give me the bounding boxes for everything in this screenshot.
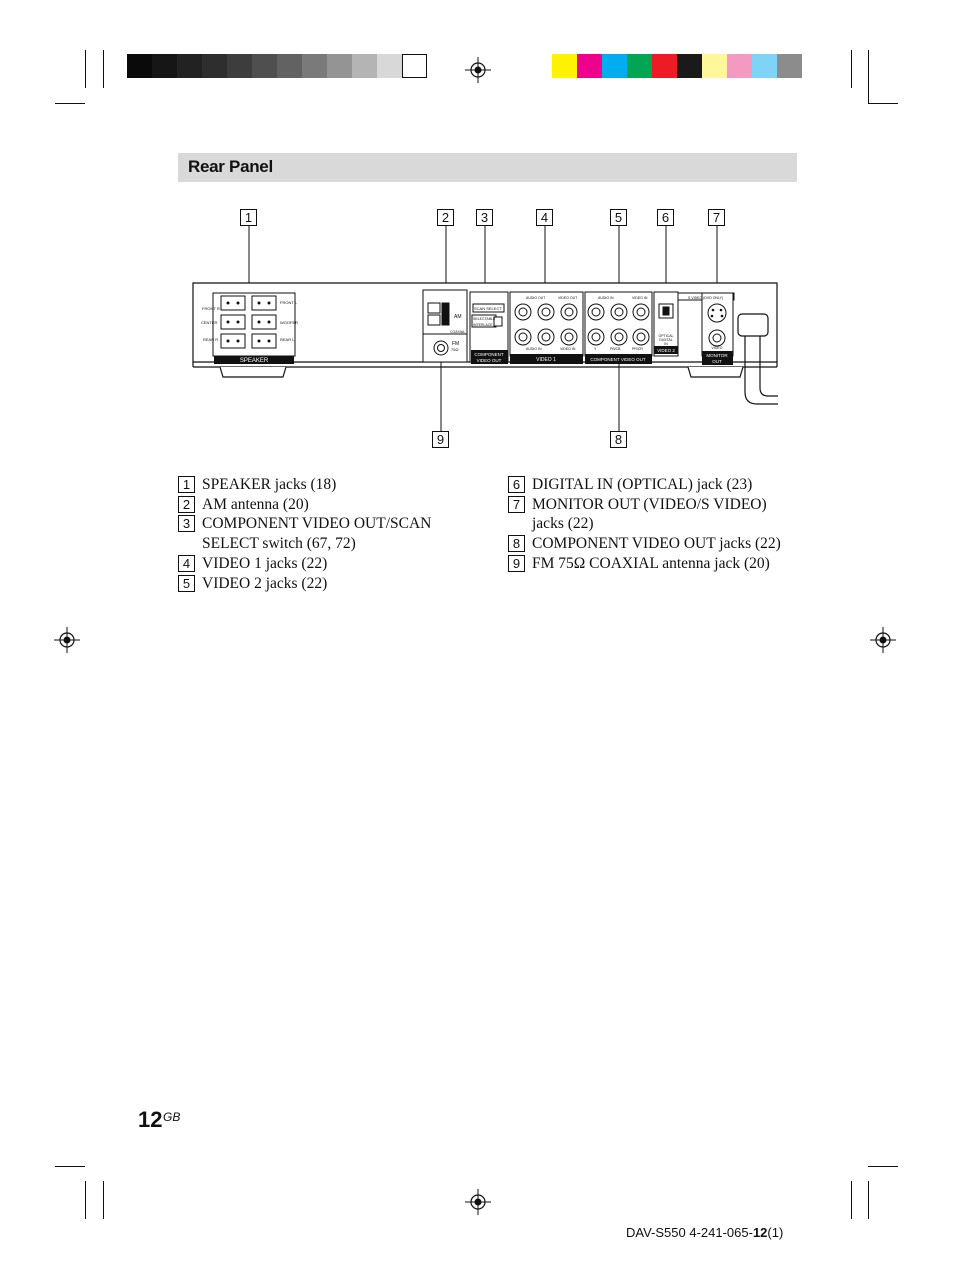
- interlace-label: INTERLACE: [473, 323, 493, 327]
- video-in-label: VIDEO IN: [560, 347, 576, 351]
- fm-ohm-label: 75Ω: [451, 347, 459, 352]
- legend-text: SELECT switch (67, 72): [202, 535, 356, 553]
- legend-item: [508, 495, 808, 515]
- crop-mark: [868, 1181, 869, 1219]
- callout-4: 4: [536, 209, 553, 226]
- legend-text: COMPONENT VIDEO OUT/SCAN: [202, 515, 432, 533]
- legend-text: SPEAKER jacks (18): [202, 476, 337, 493]
- page-number: 12: [138, 1107, 163, 1132]
- legend-item: [178, 514, 498, 534]
- center-label: CENTER: [201, 320, 218, 325]
- document-code-prefix: DAV-S550 4-241-065-: [626, 1225, 753, 1240]
- monitor-label: MONITOR: [706, 353, 728, 358]
- fm-label: FM: [452, 341, 460, 347]
- callout-8: 8: [610, 431, 627, 448]
- selectable-label: SELECTABLE: [473, 317, 496, 321]
- crop-mark: [851, 1181, 852, 1219]
- callout-2: 2: [437, 209, 454, 226]
- legend-num: 8: [508, 535, 525, 552]
- audio-in-label: AUDIO IN: [526, 347, 542, 351]
- legend-num: 2: [178, 496, 195, 513]
- legend-text: jacks (22): [532, 515, 594, 533]
- legend-item: [178, 534, 498, 554]
- crop-mark: [85, 1181, 86, 1219]
- digital-label: DIGITAL: [659, 338, 673, 342]
- optical-label: OPTICAL: [658, 334, 674, 338]
- legend-num: 6: [508, 476, 525, 493]
- video-out-label: VIDEO OUT: [558, 296, 578, 300]
- audio-out-label: AUDIO OUT: [526, 296, 546, 300]
- rear-panel-diagram: [0, 0, 954, 480]
- coaxial-label: COAXIAL: [450, 330, 466, 334]
- legend-text: DIGITAL IN (OPTICAL) jack (23): [532, 476, 753, 493]
- out-label: OUT: [712, 359, 722, 364]
- component-label-2: VIDEO OUT: [476, 358, 502, 363]
- callout-6: 6: [657, 209, 674, 226]
- pb-label: PB/CB: [610, 347, 621, 351]
- video1-label: VIDEO 1: [536, 357, 556, 363]
- legend-item: [178, 495, 498, 515]
- legend-item: [508, 475, 808, 495]
- document-code-suffix: (1): [767, 1225, 784, 1240]
- video-label: VIDEO: [711, 346, 723, 350]
- legend-item: [178, 554, 498, 574]
- video2-label: VIDEO 2: [657, 348, 675, 353]
- pr-label: PR/CR: [632, 347, 643, 351]
- rear-r-label: REAR R: [203, 337, 219, 342]
- crop-mark: [55, 1166, 85, 1167]
- callout-7: 7: [708, 209, 725, 226]
- registration-mark-icon: [870, 627, 896, 653]
- legend-text: MONITOR OUT (VIDEO/S VIDEO): [532, 495, 767, 513]
- legend-item: [508, 554, 808, 574]
- speaker-label: SPEAKER: [239, 358, 269, 364]
- legend-text: FM 75Ω COAXIAL antenna jack (20): [532, 554, 770, 572]
- legend-text: VIDEO 2 jacks (22): [202, 574, 328, 592]
- crop-mark: [103, 1181, 104, 1219]
- legend-num: 1: [178, 476, 195, 493]
- in-label: IN: [664, 342, 668, 346]
- legend-num: 3: [178, 515, 195, 532]
- am-label: AM: [454, 314, 462, 320]
- callout-5: 5: [610, 209, 627, 226]
- legend-num: 4: [178, 555, 195, 572]
- s-video-label: S VIDEO (DVD ONLY): [688, 296, 724, 300]
- front-l-label: FRONT L: [280, 300, 298, 305]
- crop-mark: [868, 1166, 898, 1167]
- video-in-2-label: VIDEO IN: [632, 296, 648, 300]
- legend-item: [178, 574, 498, 594]
- legend-right: [508, 475, 808, 574]
- callout-9: 9: [432, 431, 449, 448]
- registration-mark-icon: [54, 627, 80, 653]
- y-label: Y: [594, 347, 597, 351]
- front-r-label: FRONT R: [202, 306, 220, 311]
- callout-1: 1: [240, 209, 257, 226]
- component-video-out-label: COMPONENT VIDEO OUT: [590, 357, 646, 362]
- page-number-suffix: GB: [163, 1110, 181, 1124]
- legend-text: COMPONENT VIDEO OUT jacks (22): [532, 535, 781, 553]
- rear-l-label: REAR L: [280, 337, 295, 342]
- legend-item: [508, 534, 808, 554]
- legend-left: [178, 475, 498, 593]
- legend-num: 7: [508, 496, 525, 513]
- legend-item: [508, 514, 808, 534]
- registration-mark-icon: [465, 1189, 491, 1215]
- legend-item: [178, 475, 498, 495]
- audio-in-2-label: AUDIO IN: [598, 296, 614, 300]
- document-code: [626, 1225, 783, 1240]
- callout-3: 3: [476, 209, 493, 226]
- section-title: Rear Panel: [188, 157, 273, 176]
- component-label-1: COMPONENT: [474, 352, 504, 357]
- legend-num: 9: [508, 555, 525, 572]
- document-code-page: 12: [752, 1225, 768, 1240]
- legend-num: 5: [178, 575, 195, 592]
- scan-select-label: SCAN SELECT: [474, 306, 502, 311]
- legend-text: AM antenna (20): [202, 495, 309, 513]
- woofer-label: WOOFER: [280, 320, 298, 325]
- legend-text: VIDEO 1 jacks (22): [202, 554, 328, 572]
